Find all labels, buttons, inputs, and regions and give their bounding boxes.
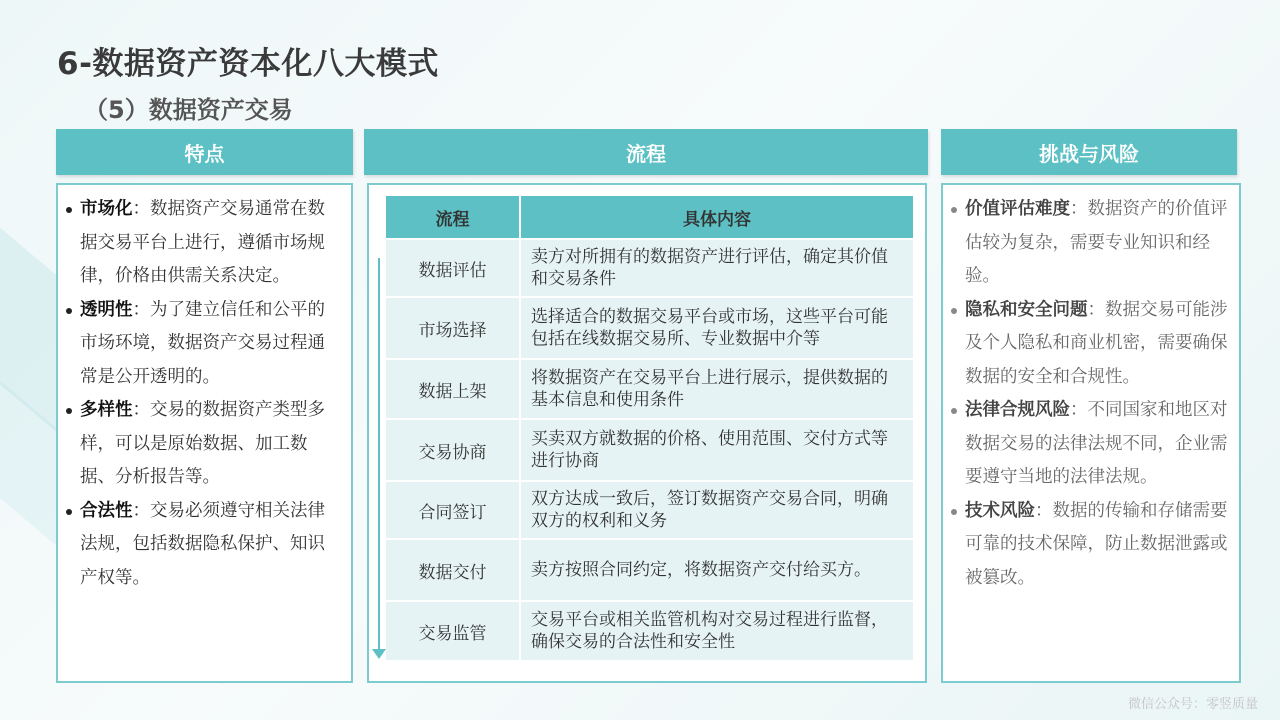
- feature-item: [66, 294, 341, 395]
- feature-text: ：交易必须遵守相关法律法规，包括数据隐私保护、知识产权等。: [80, 500, 325, 588]
- process-header: 流程: [364, 129, 928, 175]
- risk-term: 隐私和安全问题: [965, 299, 1088, 320]
- risk-item: [951, 193, 1229, 294]
- process-panel: [367, 183, 927, 683]
- watermark: 微信公众号：零竖质量: [1127, 697, 1258, 712]
- step-name: 数据评估: [386, 240, 521, 296]
- feature-term: 市场化: [80, 199, 133, 219]
- step-name: 合同签订: [386, 482, 521, 538]
- step-name: 交易协商: [386, 420, 521, 480]
- step-content: 卖方按照合同约定，将数据资产交付给买方。: [521, 540, 913, 600]
- features-list: [58, 185, 351, 595]
- page-title: 6-数据资产资本化八大模式: [57, 46, 439, 82]
- risk-text: ：数据交易可能涉及个人隐私和商业机密，需要确保数据的安全和合规性。: [965, 299, 1228, 387]
- table-row: [386, 298, 913, 358]
- feature-term: 合法性: [80, 500, 133, 521]
- step-name: 市场选择: [386, 298, 521, 358]
- table-row: [386, 240, 913, 296]
- step-name: 数据上架: [386, 360, 521, 418]
- risks-header: 挑战与风险: [941, 129, 1237, 175]
- features-header: 特点: [56, 129, 353, 175]
- risk-text: ：不同国家和地区对数据交易的法律法规不同，企业需要遵守当地的法律法规。: [965, 400, 1228, 487]
- flow-arrow-head-icon: [372, 649, 386, 659]
- table-row: [386, 420, 913, 480]
- risk-item: [951, 294, 1229, 395]
- header-content: 具体内容: [521, 196, 913, 238]
- step-content: 交易平台或相关监管机构对交易过程进行监督，确保交易的合法性和安全性: [521, 602, 913, 660]
- step-content: 买卖双方就数据的价格、使用范围、交付方式等进行协商: [521, 420, 913, 480]
- risk-term: 法律合规风险: [965, 400, 1070, 420]
- risks-panel: [941, 183, 1241, 683]
- step-name: 交易监管: [386, 602, 521, 660]
- header-step: 流程: [386, 196, 521, 238]
- feature-item: [66, 495, 341, 596]
- process-table: [386, 194, 913, 662]
- feature-term: 多样性: [80, 400, 133, 420]
- step-content: 卖方对所拥有的数据资产进行评估，确定其价值和交易条件: [521, 240, 913, 296]
- step-content: 双方达成一致后，签订数据资产交易合同，明确双方的权利和义务: [521, 482, 913, 538]
- risk-text: ：数据的传输和存储需要可靠的技术保障，防止数据泄露或被篡改。: [965, 500, 1228, 588]
- page-subtitle: （5）数据资产交易: [84, 96, 293, 124]
- feature-text: ：为了建立信任和公平的市场环境，数据资产交易过程通常是公开透明的。: [80, 299, 325, 387]
- step-content: 将数据资产在交易平台上进行展示，提供数据的基本信息和使用条件: [521, 360, 913, 418]
- table-row: [386, 482, 913, 538]
- feature-term: 透明性: [80, 299, 133, 320]
- features-panel: [56, 183, 353, 683]
- risk-item: [951, 495, 1229, 596]
- risk-term: 价值评估难度: [965, 199, 1070, 219]
- risk-term: 技术风险: [965, 500, 1035, 521]
- feature-text: ：数据资产交易通常在数据交易平台上进行，遵循市场规律，价格由供需关系决定。: [80, 199, 325, 286]
- risk-item: [951, 394, 1229, 495]
- table-header-row: [386, 196, 913, 238]
- feature-text: ：交易的数据资产类型多样，可以是原始数据、加工数据、分析报告等。: [80, 400, 325, 487]
- step-name: 数据交付: [386, 540, 521, 600]
- step-content: 选择适合的数据交易平台或市场，这些平台可能包括在线数据交易所、专业数据中介等: [521, 298, 913, 358]
- table-row: [386, 360, 913, 418]
- risks-list: [943, 185, 1239, 595]
- table-row: [386, 540, 913, 600]
- feature-item: [66, 394, 341, 495]
- feature-item: [66, 193, 341, 294]
- flow-arrow-line: [378, 258, 380, 653]
- risk-text: ：数据资产的价值评估较为复杂，需要专业知识和经验。: [965, 199, 1228, 286]
- table-row: [386, 602, 913, 660]
